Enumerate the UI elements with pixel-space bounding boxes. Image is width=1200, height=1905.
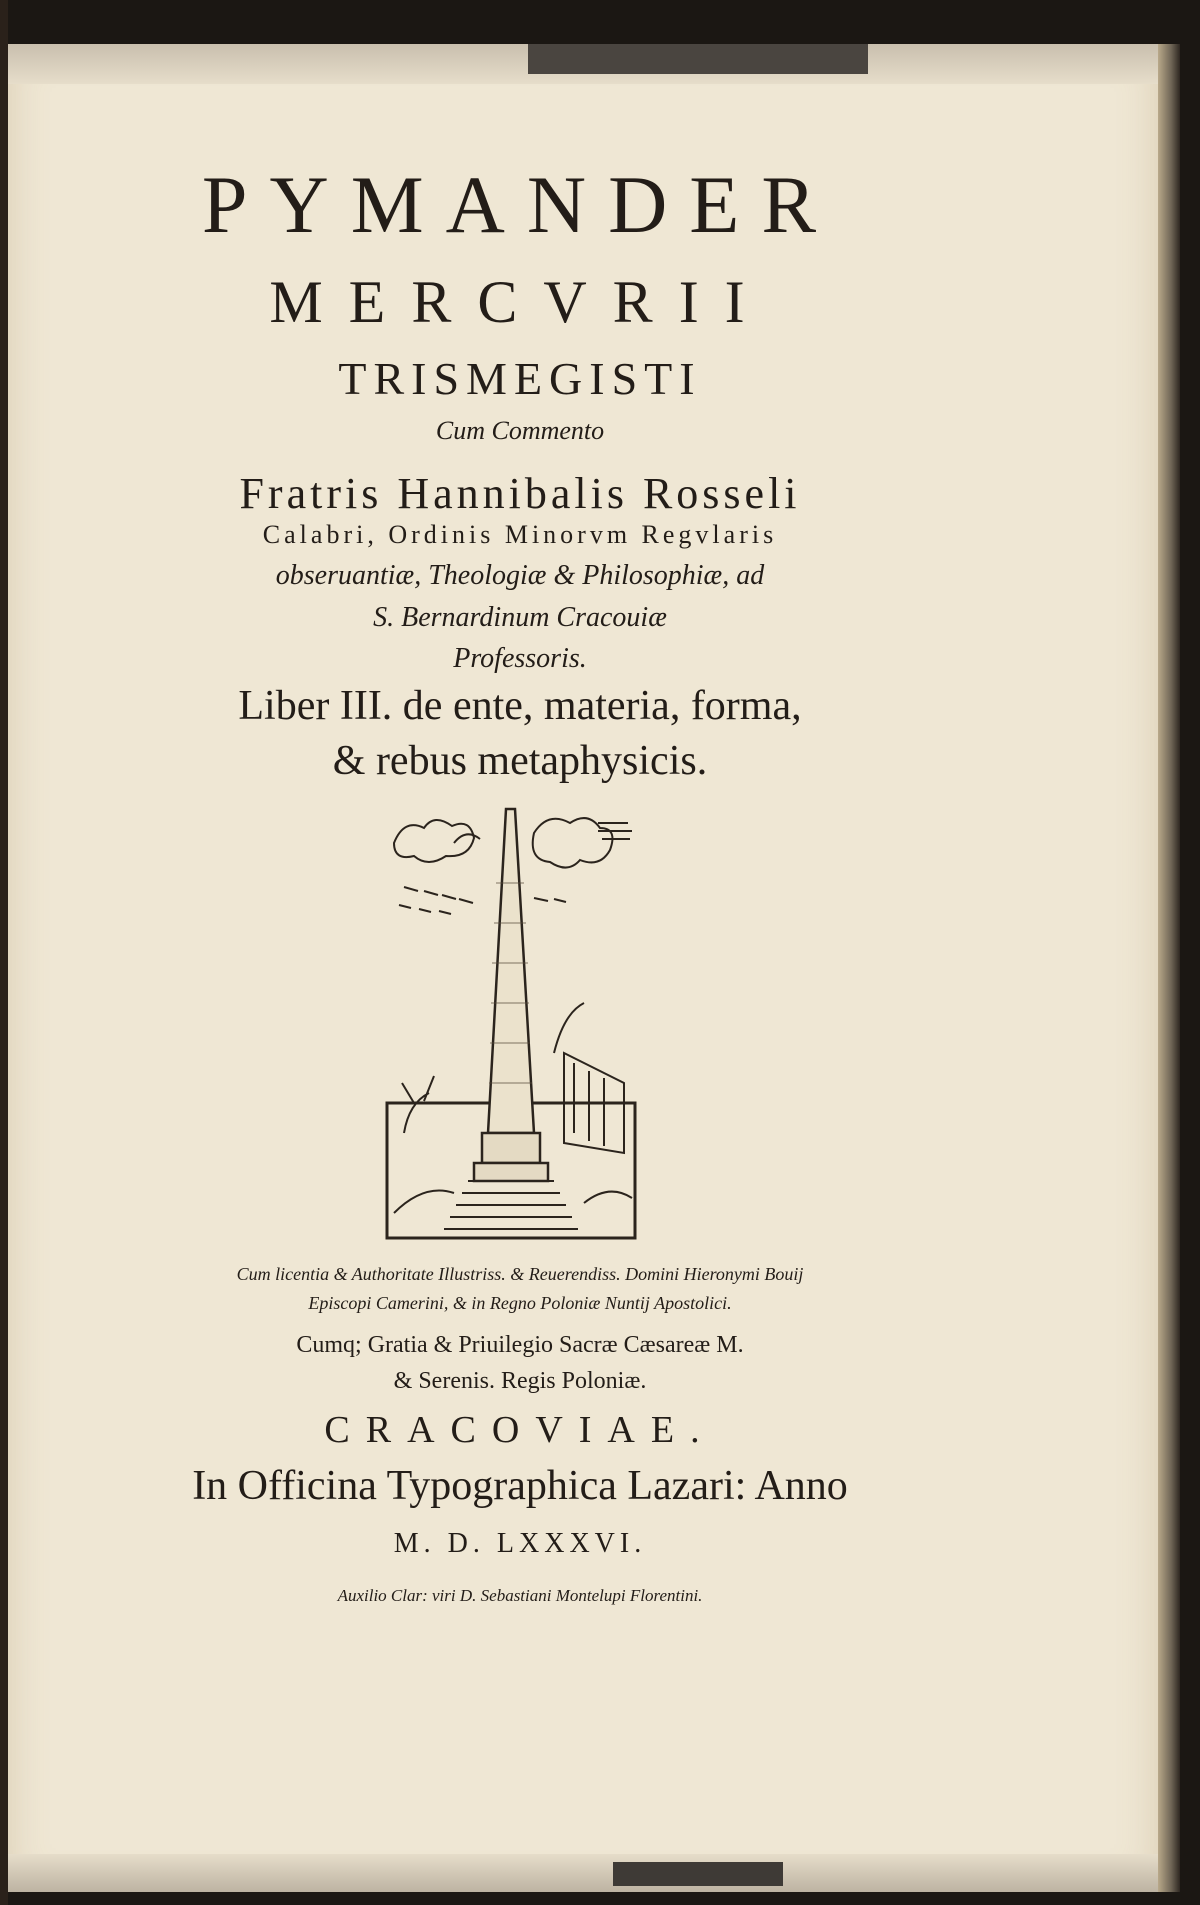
subtitle: Cum Commento (435, 416, 605, 445)
author-line-4: S. Bernardinum Cracouiæ (373, 602, 667, 633)
imprint-auxilio: Auxilio Clar: viri D. Sebastiani Montelupi Florentini. (337, 1586, 703, 1605)
obelisk-woodcut-illustration (384, 803, 638, 1241)
author-line-2: Calabri, Ordinis Minorvm Regvlaris (262, 520, 778, 549)
author-line-5: Professoris. (453, 643, 587, 674)
privilege-line-1: Cumq; Gratia & Priuilegio Sacræ Cæsareæ M. (296, 1332, 744, 1358)
author-line-1: Fratris Hannibalis Rosseli (239, 469, 801, 518)
imprint-city: CRACOVIAE. (324, 1409, 716, 1451)
author-line-3: obseruantiæ, Theologiæ & Philosophiæ, ad (275, 560, 765, 591)
license-line-1: Cum licentia & Authoritate Illustriss. & Reuerendiss. Domini Hieronymi Bouij (236, 1264, 804, 1284)
title-line-2: MERCVRII (269, 269, 771, 335)
privilege-line-2: & Serenis. Regis Poloniæ. (393, 1368, 647, 1394)
license-line-2: Episcopi Camerini, & in Regno Poloniæ Nuntij Apostolici. (308, 1293, 732, 1313)
title-line-1: PYMANDER (201, 159, 839, 250)
book-title-line-1: Liber III. de ente, materia, forma, (238, 683, 802, 729)
title-line-3: TRISMEGISTI (338, 353, 702, 404)
book-title-line-2: & rebus metaphysicis. (332, 738, 708, 784)
imprint-printer: In Officina Typographica Lazari: Anno (192, 1463, 848, 1509)
imprint-year: M. D. LXXXVI. (393, 1528, 647, 1559)
